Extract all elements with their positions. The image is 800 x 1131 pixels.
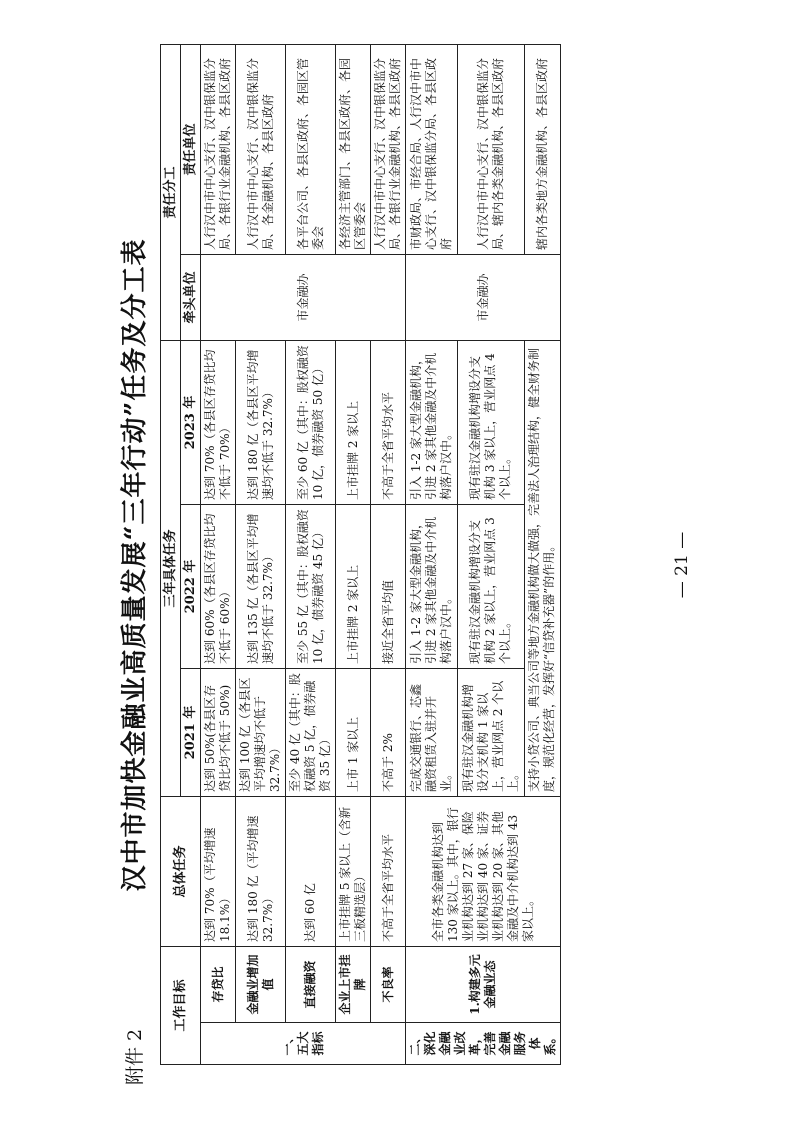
overall-cell: 上市挂牌 5 家以上（含新三板精选层） xyxy=(336,796,371,946)
y2021-cell: 至少 40 亿（其中：股权融资 5 亿，债券融资 35 亿） xyxy=(286,668,336,796)
goal-cell: 1.构建多元金融业态 xyxy=(406,946,561,1022)
section-label: 二、深化金融业改革，完善金融服务体系。 xyxy=(406,1023,561,1065)
rotated-page xyxy=(100,35,700,1095)
y2022-cell: 接近全省平均值 xyxy=(371,504,406,668)
y2023-cell: 引入 1-2 家大型金融机构，引进 2 家其他金融及中介机构落户汉中。 xyxy=(406,340,458,504)
table-row xyxy=(236,44,286,1064)
header-lead-unit: 牵头单位 xyxy=(181,254,201,340)
overall-cell: 全市各类金融机构达到 130 家以上。其中，银行业机构达到 27 家、保险业机构达到 40 家、证券业机构达到 20 家、其他金融及中介机构达到 43 家以上。 xyxy=(406,796,561,946)
overall-cell: 达到 60 亿 xyxy=(286,796,336,946)
header-work-goal: 工作目标 xyxy=(161,946,201,1064)
overall-cell: 达到 70%（平均增速 18.1%） xyxy=(201,796,236,946)
task-table xyxy=(160,44,561,1065)
header-three-year-tasks: 三年具体任务 xyxy=(161,340,181,796)
y2021-cell: 现有驻汉金融机构增设分支机构 1 家以上，营业网点 2 个以上。 xyxy=(457,668,524,796)
y2022-cell: 现有驻汉金融机构增设分支机构 2 家以上，营业网点 3 个以上。 xyxy=(457,504,524,668)
attachment-label: 附件 2 xyxy=(124,1028,146,1085)
resp-cell: 各平台公司、各县区政府、各园区管委会 xyxy=(286,44,336,254)
table-row xyxy=(286,44,336,1064)
y2022-cell: 上市挂牌 2 家以上 xyxy=(336,504,371,668)
header-overall-task: 总体任务 xyxy=(161,796,201,946)
y2023-cell: 达到 70%（各县区存贷比均不低于 70%） xyxy=(201,340,236,504)
resp-cell: 各经济主管部门、各县区政府、各园区管委会 xyxy=(336,44,371,254)
overall-cell: 达到 180 亿（平均增速 32.7%） xyxy=(236,796,286,946)
page-title: 汉中市加快金融业高质量发展“三年行动”任务及分工表 xyxy=(120,238,150,892)
y2021-cell: 达到 50%(各县区存贷比均不低于 50%) xyxy=(201,668,236,796)
header-2022: 2022 年 xyxy=(181,504,201,668)
y2023-cell: 不高于全省平均水平 xyxy=(371,340,406,504)
goal-cell: 金融业增加值 xyxy=(236,946,286,1022)
goal-cell: 企业上市挂牌 xyxy=(336,946,371,1022)
resp-cell: 市财政局、市经合局、人行汉中市中心支行、汉中银保监分局、各县区政府 xyxy=(406,44,458,254)
goal-cell: 直接融资 xyxy=(286,946,336,1022)
y2023-cell: 现有驻汉金融机构增设分支机构 3 家以上，营业网点 4 个以上。 xyxy=(457,340,524,504)
y2022-cell: 达到 135 亿（各县区平均增速均不低于 32.7%） xyxy=(236,504,286,668)
header-resp-units: 责任单位 xyxy=(181,44,201,254)
page-number: — 21 — xyxy=(672,531,692,599)
resp-cell: 人行汉中市中心支行、汉中银保监分局、各银行业金融机构、各县区政府 xyxy=(371,44,406,254)
header-2023: 2023 年 xyxy=(181,340,201,504)
lead-unit-cell: 市金融办 xyxy=(406,254,561,340)
y2021-cell: 上市 1 家以上 xyxy=(336,668,371,796)
overall-cell: 不高于全省平均水平 xyxy=(371,796,406,946)
resp-cell: 辖内各类地方金融机构、各县区政府 xyxy=(524,44,560,254)
header-division: 责任分工 xyxy=(161,44,181,340)
resp-cell: 人行汉中市中心支行、汉中银保监分局、各金融机构、各县区政府 xyxy=(236,44,286,254)
y2021-cell: 达到 100 亿（各县区平均增速均不低于 32.7%） xyxy=(236,668,286,796)
y2022-cell: 至少 55 亿（其中：股权融资 10 亿，债券融资 45 亿） xyxy=(286,504,336,668)
resp-cell: 人行汉中市中心支行、汉中银保监分局、各银行业金融机构、各县区政府 xyxy=(201,44,236,254)
y2023-cell: 至少 60 亿（其中：股权融资 10 亿，债券融资 50 亿） xyxy=(286,340,336,504)
goal-cell: 不良率 xyxy=(371,946,406,1022)
table-row xyxy=(336,44,371,1064)
resp-cell: 人行汉中市中心支行、汉中银保监分局、辖内各类金融机构、各县区政府 xyxy=(457,44,524,254)
lead-unit-cell: 市金融办 xyxy=(201,254,406,340)
header-2021: 2021 年 xyxy=(181,668,201,796)
table-row xyxy=(201,44,236,1064)
y2021-cell: 不高于 2% xyxy=(371,668,406,796)
section-label: 一、五大指标 xyxy=(201,1023,406,1065)
header-row-1 xyxy=(161,44,181,1064)
span-task-cell: 支持小贷公司、典当公司等地方金融机构做大做强，完善法人治理结构，健全财务制度，规范化经营，发挥好“信贷补充器”的作用。 xyxy=(524,340,560,796)
y2021-cell: 完成交通银行、芯鑫融资租赁入驻并开业。 xyxy=(406,668,458,796)
y2023-cell: 达到 180 亿（各县区平均增速均不低于 32.7%） xyxy=(236,340,286,504)
y2022-cell: 引入 1-2 家大型金融机构，引进 2 家其他金融及中介机构落户汉中。 xyxy=(406,504,458,668)
y2023-cell: 上市挂牌 2 家以上 xyxy=(336,340,371,504)
goal-cell: 存贷比 xyxy=(201,946,236,1022)
table-row xyxy=(371,44,406,1064)
y2022-cell: 达到 60%（各县区存贷比均不低于 60%） xyxy=(201,504,236,668)
table-row xyxy=(406,44,458,1064)
